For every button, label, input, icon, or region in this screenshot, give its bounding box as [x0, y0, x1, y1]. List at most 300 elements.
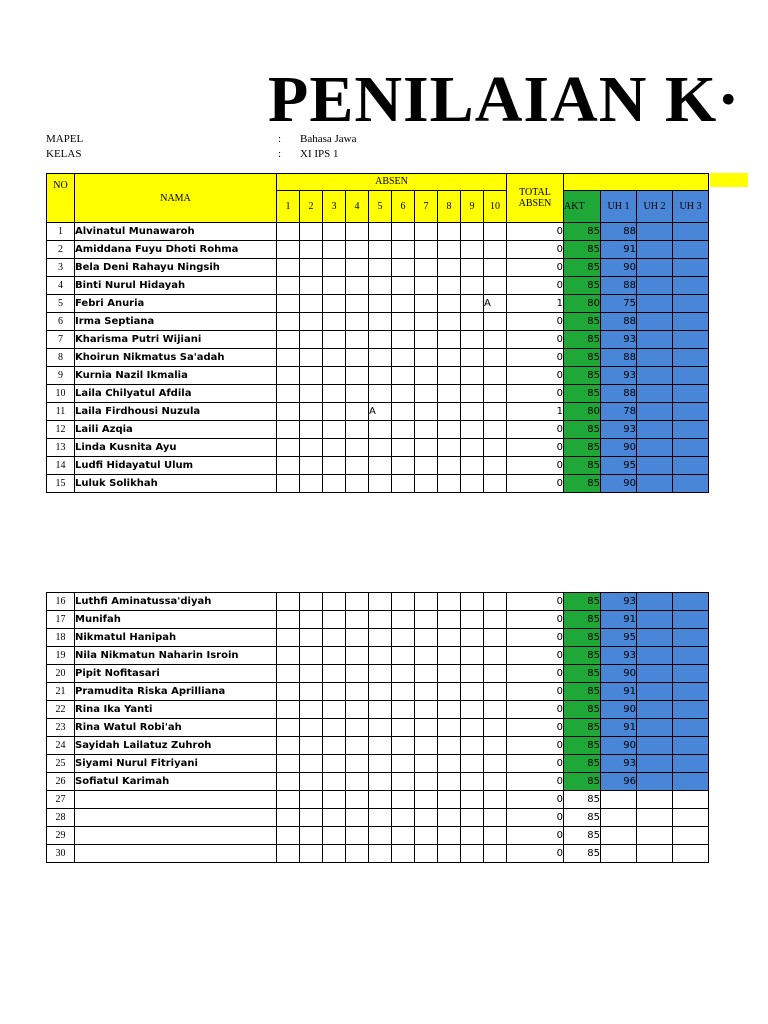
- row-uh2: [637, 719, 673, 737]
- table-row: [47, 773, 709, 791]
- row-nama: [75, 845, 277, 863]
- table-row: [47, 259, 709, 277]
- row-absen-2: [300, 457, 323, 475]
- row-absen-3: [323, 737, 346, 755]
- row-absen-6: [392, 719, 415, 737]
- header-absen-col-5: 5: [369, 190, 392, 222]
- row-akt: 85: [564, 223, 601, 241]
- row-absen-3: [323, 755, 346, 773]
- row-absen-6: [392, 791, 415, 809]
- row-absen-3: [323, 683, 346, 701]
- table-row: [47, 809, 709, 827]
- row-absen-7: [415, 791, 438, 809]
- row-nama: Laila Chilyatul Afdila: [75, 385, 277, 403]
- row-uh1: 75: [601, 295, 637, 313]
- table-row: [47, 791, 709, 809]
- row-absen-4: [346, 259, 369, 277]
- row-absen-9: [461, 827, 484, 845]
- row-no: 19: [47, 647, 75, 665]
- row-uh2: [637, 665, 673, 683]
- row-uh1: 93: [601, 331, 637, 349]
- row-akt: 85: [564, 475, 601, 493]
- row-absen-3: [323, 827, 346, 845]
- row-akt: 85: [564, 421, 601, 439]
- row-absen-3: [323, 403, 346, 421]
- row-absen-1: [277, 647, 300, 665]
- row-total-absen: 0: [507, 385, 564, 403]
- header-uh1: UH 1: [601, 190, 637, 222]
- mapel-value: Bahasa Jawa: [300, 133, 357, 145]
- row-uh2: [637, 349, 673, 367]
- row-absen-7: [415, 259, 438, 277]
- row-absen-3: [323, 241, 346, 259]
- row-absen-7: [415, 241, 438, 259]
- row-absen-1: [277, 629, 300, 647]
- header-no: NO: [47, 174, 75, 223]
- table-row: [47, 665, 709, 683]
- row-absen-5: [369, 457, 392, 475]
- row-absen-3: [323, 629, 346, 647]
- header-nama: NAMA: [75, 174, 277, 223]
- row-absen-7: [415, 755, 438, 773]
- row-no: 6: [47, 313, 75, 331]
- row-absen-3: [323, 773, 346, 791]
- row-absen-1: [277, 241, 300, 259]
- row-nama: Nila Nikmatun Naharin Isroin: [75, 647, 277, 665]
- row-uh1: 93: [601, 593, 637, 611]
- header-absen-col-6: 6: [392, 190, 415, 222]
- row-absen-2: [300, 611, 323, 629]
- row-absen-4: [346, 331, 369, 349]
- row-absen-4: [346, 845, 369, 863]
- row-absen-1: [277, 349, 300, 367]
- row-absen-9: [461, 241, 484, 259]
- row-absen-3: [323, 349, 346, 367]
- grades-table-bottom: [46, 592, 709, 863]
- row-absen-5: [369, 349, 392, 367]
- row-uh3: [673, 719, 709, 737]
- row-absen-6: [392, 403, 415, 421]
- row-uh1: 95: [601, 457, 637, 475]
- row-absen-5: [369, 593, 392, 611]
- row-uh3: [673, 385, 709, 403]
- row-uh2: [637, 809, 673, 827]
- table-row: [47, 629, 709, 647]
- row-uh2: [637, 223, 673, 241]
- table-row: [47, 755, 709, 773]
- row-absen-2: [300, 403, 323, 421]
- row-absen-5: [369, 385, 392, 403]
- row-nama: Rina Ika Yanti: [75, 701, 277, 719]
- row-no: 28: [47, 809, 75, 827]
- table-row: [47, 611, 709, 629]
- row-absen-8: [438, 313, 461, 331]
- row-absen-4: [346, 755, 369, 773]
- row-absen-8: [438, 457, 461, 475]
- row-absen-1: [277, 683, 300, 701]
- row-nama: [75, 827, 277, 845]
- row-absen-1: [277, 403, 300, 421]
- row-absen-5: [369, 223, 392, 241]
- row-no: 5: [47, 295, 75, 313]
- row-uh2: [637, 791, 673, 809]
- row-absen-4: [346, 439, 369, 457]
- row-nama: Sayidah Lailatuz Zuhroh: [75, 737, 277, 755]
- row-uh2: [637, 475, 673, 493]
- row-uh1: 91: [601, 611, 637, 629]
- header-total-absen: [507, 174, 564, 223]
- row-absen-5: [369, 277, 392, 295]
- row-absen-9: [461, 223, 484, 241]
- row-absen-2: [300, 223, 323, 241]
- row-absen-2: [300, 349, 323, 367]
- row-total-absen: 0: [507, 331, 564, 349]
- row-absen-2: [300, 313, 323, 331]
- table-row: [47, 403, 709, 421]
- row-absen-6: [392, 421, 415, 439]
- row-uh2: [637, 773, 673, 791]
- row-no: 11: [47, 403, 75, 421]
- row-absen-3: [323, 809, 346, 827]
- row-absen-2: [300, 737, 323, 755]
- row-absen-3: [323, 367, 346, 385]
- row-uh3: [673, 683, 709, 701]
- row-absen-5: [369, 683, 392, 701]
- row-akt: 85: [564, 349, 601, 367]
- row-uh1: 90: [601, 665, 637, 683]
- row-absen-7: [415, 223, 438, 241]
- row-absen-10: [484, 259, 507, 277]
- row-absen-1: [277, 809, 300, 827]
- row-total-absen: 0: [507, 223, 564, 241]
- row-absen-2: [300, 683, 323, 701]
- row-uh2: [637, 277, 673, 295]
- row-total-absen: 0: [507, 827, 564, 845]
- row-total-absen: 0: [507, 701, 564, 719]
- row-absen-5: A: [369, 403, 392, 421]
- row-uh2: [637, 827, 673, 845]
- row-absen-6: [392, 439, 415, 457]
- row-absen-7: [415, 647, 438, 665]
- row-absen-1: [277, 313, 300, 331]
- row-absen-6: [392, 457, 415, 475]
- row-nama: Rina Watul Robi'ah: [75, 719, 277, 737]
- row-absen-3: [323, 223, 346, 241]
- row-absen-9: [461, 277, 484, 295]
- row-absen-5: [369, 367, 392, 385]
- row-absen-4: [346, 701, 369, 719]
- header-uh3: UH 3: [673, 190, 709, 222]
- row-nama: [75, 791, 277, 809]
- row-nama: Laili Azqia: [75, 421, 277, 439]
- row-absen-4: [346, 421, 369, 439]
- row-absen-8: [438, 701, 461, 719]
- header-absen-col-4: 4: [346, 190, 369, 222]
- row-no: 24: [47, 737, 75, 755]
- row-absen-5: [369, 295, 392, 313]
- row-uh3: [673, 665, 709, 683]
- row-absen-7: [415, 277, 438, 295]
- row-total-absen: 0: [507, 421, 564, 439]
- row-total-absen: 0: [507, 457, 564, 475]
- row-uh2: [637, 421, 673, 439]
- row-total-absen: 0: [507, 755, 564, 773]
- header-absen-col-7: 7: [415, 190, 438, 222]
- row-uh3: [673, 421, 709, 439]
- row-absen-2: [300, 791, 323, 809]
- row-total-absen: 0: [507, 349, 564, 367]
- row-absen-5: [369, 737, 392, 755]
- row-nama: Luluk Solikhah: [75, 475, 277, 493]
- row-absen-7: [415, 331, 438, 349]
- row-absen-4: [346, 791, 369, 809]
- row-uh1: [601, 791, 637, 809]
- table-row: [47, 277, 709, 295]
- row-absen-3: [323, 791, 346, 809]
- row-absen-3: [323, 331, 346, 349]
- row-absen-6: [392, 313, 415, 331]
- row-uh3: [673, 367, 709, 385]
- row-absen-9: [461, 259, 484, 277]
- row-absen-5: [369, 701, 392, 719]
- row-uh2: [637, 647, 673, 665]
- row-absen-5: [369, 773, 392, 791]
- row-absen-4: [346, 241, 369, 259]
- row-absen-10: [484, 647, 507, 665]
- row-absen-4: [346, 773, 369, 791]
- header-absen: ABSEN: [277, 174, 507, 191]
- row-absen-4: [346, 719, 369, 737]
- row-absen-9: [461, 367, 484, 385]
- row-absen-10: [484, 755, 507, 773]
- row-absen-5: [369, 313, 392, 331]
- row-absen-10: [484, 629, 507, 647]
- row-absen-7: [415, 349, 438, 367]
- row-akt: 85: [564, 827, 601, 845]
- row-uh2: [637, 845, 673, 863]
- row-absen-1: [277, 421, 300, 439]
- table-row: [47, 367, 709, 385]
- row-absen-4: [346, 403, 369, 421]
- row-absen-7: [415, 593, 438, 611]
- row-uh1: [601, 845, 637, 863]
- row-uh3: [673, 241, 709, 259]
- row-absen-6: [392, 331, 415, 349]
- row-absen-10: [484, 737, 507, 755]
- row-absen-1: [277, 701, 300, 719]
- row-uh1: 90: [601, 259, 637, 277]
- row-absen-5: [369, 719, 392, 737]
- row-total-absen: 0: [507, 737, 564, 755]
- row-uh1: 90: [601, 701, 637, 719]
- row-uh2: [637, 439, 673, 457]
- row-total-absen: 0: [507, 611, 564, 629]
- row-akt: 85: [564, 277, 601, 295]
- row-no: 25: [47, 755, 75, 773]
- row-absen-1: [277, 719, 300, 737]
- row-absen-3: [323, 665, 346, 683]
- row-absen-8: [438, 349, 461, 367]
- table-row: [47, 349, 709, 367]
- row-uh1: 90: [601, 737, 637, 755]
- row-absen-7: [415, 683, 438, 701]
- row-absen-4: [346, 313, 369, 331]
- row-total-absen: 0: [507, 719, 564, 737]
- row-absen-8: [438, 845, 461, 863]
- row-absen-10: [484, 277, 507, 295]
- row-absen-2: [300, 295, 323, 313]
- row-no: 29: [47, 827, 75, 845]
- row-uh1: 90: [601, 475, 637, 493]
- row-akt: 85: [564, 259, 601, 277]
- row-absen-5: [369, 439, 392, 457]
- row-absen-5: [369, 421, 392, 439]
- row-no: 14: [47, 457, 75, 475]
- row-absen-1: [277, 277, 300, 295]
- row-absen-1: [277, 295, 300, 313]
- row-total-absen: 0: [507, 313, 564, 331]
- row-absen-10: [484, 439, 507, 457]
- row-absen-6: [392, 665, 415, 683]
- table-row: [47, 331, 709, 349]
- row-absen-9: [461, 295, 484, 313]
- row-total-absen: 0: [507, 439, 564, 457]
- table-row: [47, 295, 709, 313]
- row-uh2: [637, 385, 673, 403]
- row-absen-9: [461, 421, 484, 439]
- row-uh1: 88: [601, 349, 637, 367]
- row-absen-1: [277, 665, 300, 683]
- mapel-separator: :: [278, 133, 282, 145]
- row-no: 8: [47, 349, 75, 367]
- row-absen-7: [415, 629, 438, 647]
- page-title: PENILAIAN K·: [268, 63, 741, 136]
- row-absen-7: [415, 809, 438, 827]
- row-absen-10: [484, 385, 507, 403]
- row-absen-10: [484, 845, 507, 863]
- row-akt: 85: [564, 611, 601, 629]
- row-no: 21: [47, 683, 75, 701]
- table-row: [47, 701, 709, 719]
- row-uh3: [673, 475, 709, 493]
- row-absen-7: [415, 475, 438, 493]
- row-absen-8: [438, 241, 461, 259]
- row-nama: Amiddana Fuyu Dhoti Rohma: [75, 241, 277, 259]
- row-absen-7: [415, 719, 438, 737]
- row-absen-2: [300, 665, 323, 683]
- row-nama: Laila Firdhousi Nuzula: [75, 403, 277, 421]
- header-total-line1: TOTAL: [519, 187, 551, 198]
- header-absen-col-10: 10: [484, 190, 507, 222]
- row-uh2: [637, 701, 673, 719]
- row-absen-8: [438, 665, 461, 683]
- row-absen-6: [392, 773, 415, 791]
- row-akt: 85: [564, 331, 601, 349]
- header-yellow-strip: [710, 173, 748, 187]
- table-row: [47, 385, 709, 403]
- row-absen-2: [300, 475, 323, 493]
- row-absen-1: [277, 223, 300, 241]
- row-absen-8: [438, 385, 461, 403]
- row-absen-7: [415, 845, 438, 863]
- row-absen-9: [461, 349, 484, 367]
- row-absen-8: [438, 439, 461, 457]
- row-absen-4: [346, 683, 369, 701]
- row-absen-3: [323, 475, 346, 493]
- row-absen-7: [415, 421, 438, 439]
- header-absen-col-3: 3: [323, 190, 346, 222]
- row-absen-3: [323, 313, 346, 331]
- row-absen-7: [415, 313, 438, 331]
- row-absen-7: [415, 403, 438, 421]
- row-absen-5: [369, 827, 392, 845]
- row-absen-10: [484, 241, 507, 259]
- row-absen-6: [392, 223, 415, 241]
- row-absen-3: [323, 719, 346, 737]
- header-nilai-strip: [564, 174, 709, 191]
- row-absen-3: [323, 701, 346, 719]
- row-absen-10: [484, 403, 507, 421]
- row-absen-9: [461, 773, 484, 791]
- table-row: [47, 475, 709, 493]
- row-uh1: 90: [601, 439, 637, 457]
- row-akt: 80: [564, 295, 601, 313]
- grades-table-top: [46, 173, 709, 493]
- row-absen-7: [415, 611, 438, 629]
- row-total-absen: 0: [507, 277, 564, 295]
- row-absen-10: [484, 367, 507, 385]
- row-uh3: [673, 629, 709, 647]
- table-row: [47, 313, 709, 331]
- table-row: [47, 421, 709, 439]
- row-absen-3: [323, 421, 346, 439]
- row-uh1: 91: [601, 683, 637, 701]
- mapel-label: MAPEL: [46, 133, 84, 145]
- row-uh3: [673, 593, 709, 611]
- row-absen-8: [438, 647, 461, 665]
- row-absen-2: [300, 593, 323, 611]
- row-no: 15: [47, 475, 75, 493]
- table-row: [47, 593, 709, 611]
- table-row: [47, 827, 709, 845]
- row-absen-10: [484, 223, 507, 241]
- row-uh3: [673, 755, 709, 773]
- row-akt: 85: [564, 457, 601, 475]
- row-uh2: [637, 629, 673, 647]
- row-akt: 85: [564, 719, 601, 737]
- header-absen-col-1: 1: [277, 190, 300, 222]
- row-absen-4: [346, 277, 369, 295]
- row-absen-3: [323, 439, 346, 457]
- header-uh2: UH 2: [637, 190, 673, 222]
- row-uh3: [673, 223, 709, 241]
- row-nama: Bela Deni Rahayu Ningsih: [75, 259, 277, 277]
- row-absen-9: [461, 719, 484, 737]
- row-uh3: [673, 277, 709, 295]
- row-absen-6: [392, 475, 415, 493]
- row-absen-4: [346, 827, 369, 845]
- row-absen-6: [392, 259, 415, 277]
- row-absen-4: [346, 647, 369, 665]
- row-absen-7: [415, 385, 438, 403]
- row-akt: 85: [564, 755, 601, 773]
- row-absen-9: [461, 647, 484, 665]
- row-uh2: [637, 331, 673, 349]
- row-absen-3: [323, 385, 346, 403]
- header-total-line2: ABSEN: [518, 198, 552, 209]
- row-uh1: [601, 827, 637, 845]
- row-absen-10: [484, 331, 507, 349]
